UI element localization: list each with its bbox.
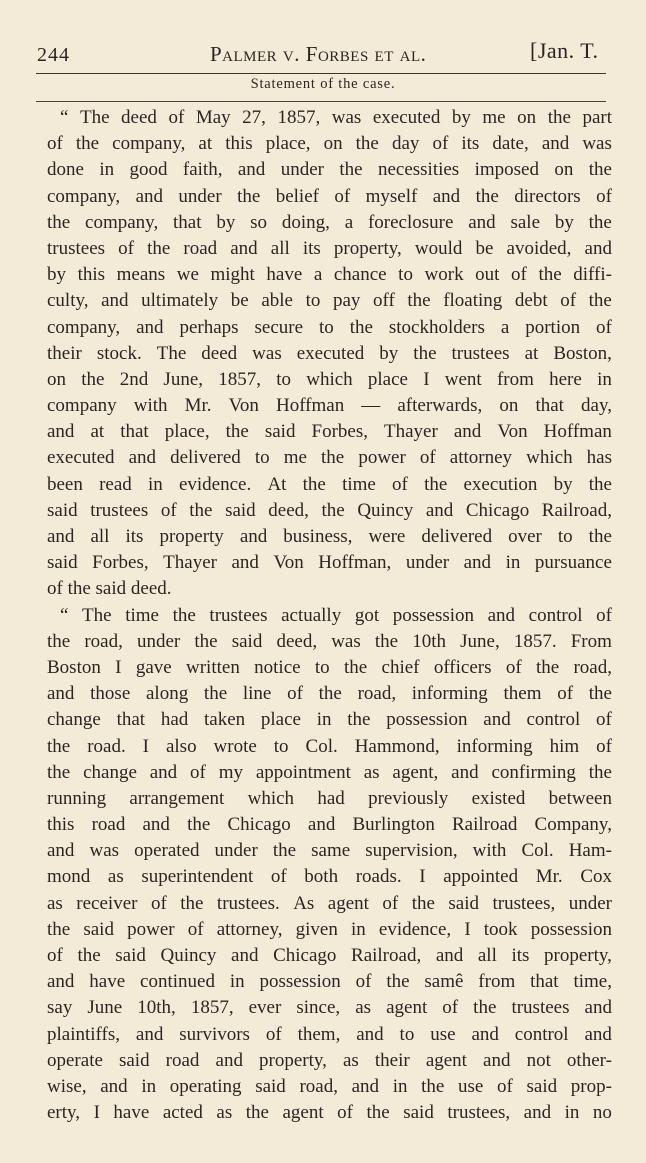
text-line: wise, and in operating said road, and in the use of said prop- <box>47 1075 612 1097</box>
text-line: the company, that by so doing, a foreclosure and sale by the <box>47 211 612 233</box>
text-line: this road and the Chicago and Burlington Railroad Company, <box>47 814 612 836</box>
text-line: Boston I gave written notice to the chief officers of the road, <box>47 656 612 678</box>
text-line: as receiver of the trustees. As agent of the said trustees, under <box>47 892 612 914</box>
text-line: mond as superintendent of both roads. I appointed Mr. Cox <box>47 866 612 888</box>
text-line: “ The time the trustees actually got possession and control of <box>60 604 612 626</box>
text-line: said Forbes, Thayer and Von Hoffman, under and in pursuance <box>47 552 612 574</box>
text-line: “ The deed of May 27, 1857, was executed by me on the part <box>60 107 612 128</box>
page-number: 244 <box>37 44 70 66</box>
text-line: trustees of the road and all its property, would be avoided, and <box>47 237 612 259</box>
text-line: erty, I have acted as the agent of the said trustees, and in no <box>47 1102 612 1124</box>
subheading-rule <box>36 101 606 102</box>
text-line: and at that place, the said Forbes, Thayer and Von Hoffman <box>47 421 612 443</box>
text-line: of the said deed. <box>47 578 172 600</box>
text-line: said trustees of the said deed, the Quincy and Chicago Railroad, <box>47 499 612 521</box>
section-subheading: Statement of the case. <box>250 76 396 92</box>
text-line: and those along the line of the road, informing them of the <box>47 683 612 705</box>
text-line: say June 10th, 1857, ever since, as agent of the trustees and <box>47 997 612 1019</box>
running-title <box>210 42 426 67</box>
text-line: on the 2nd June, 1857, to which place I went from here in <box>47 368 612 390</box>
text-line: by this means we might have a chance to work out of the diffi- <box>47 264 612 286</box>
text-line: their stock. The deed was executed by the trustees at Boston, <box>47 342 612 364</box>
text-line: operate said road and property, as their agent and not other- <box>47 1049 612 1071</box>
text-line: of the company, at this place, on the day of its date, and was <box>47 133 612 155</box>
text-line: running arrangement which had previously existed between <box>47 787 612 809</box>
text-line: and have continued in possession of the samê from that time, <box>47 971 612 993</box>
text-line: executed and delivered to me the power of attorney which has <box>47 447 612 469</box>
page-header <box>0 38 646 74</box>
text-line: done in good faith, and under the necessities imposed on the <box>47 159 612 181</box>
term-label: [Jan. T. <box>530 38 599 63</box>
text-line: been read in evidence. At the time of the execution by the <box>47 473 612 495</box>
text-line: the change and of my appointment as agent, and confirming the <box>47 761 612 783</box>
header-rule <box>36 73 606 74</box>
text-line: company with Mr. Von Hoffman — afterwards, on that day, <box>47 395 612 417</box>
text-line: the road, under the said deed, was the 10th June, 1857. From <box>47 630 612 652</box>
text-line: of the said Quincy and Chicago Railroad, and all its property, <box>47 945 612 966</box>
text-line: plaintiffs, and survivors of them, and to use and control and <box>47 1023 612 1045</box>
text-line: change that had taken place in the possession and control of <box>47 709 612 731</box>
text-line: company, and under the belief of myself and the directors of <box>47 185 612 207</box>
text-line: and was operated under the same supervision, with Col. Ham- <box>47 840 612 862</box>
text-line: the road. I also wrote to Col. Hammond, informing him of <box>47 735 612 757</box>
text-line: company, and perhaps secure to the stockholders a portion of <box>47 316 612 338</box>
body-text <box>47 105 612 1126</box>
text-line: and all its property and business, were delivered over to the <box>47 526 612 547</box>
text-line: culty, and ultimately be able to pay off the floating debt of the <box>47 290 612 312</box>
text-line: the said power of attorney, given in evidence, I took possession <box>47 918 612 940</box>
running-title-text: Palmer v. Forbes et al. <box>210 42 427 66</box>
